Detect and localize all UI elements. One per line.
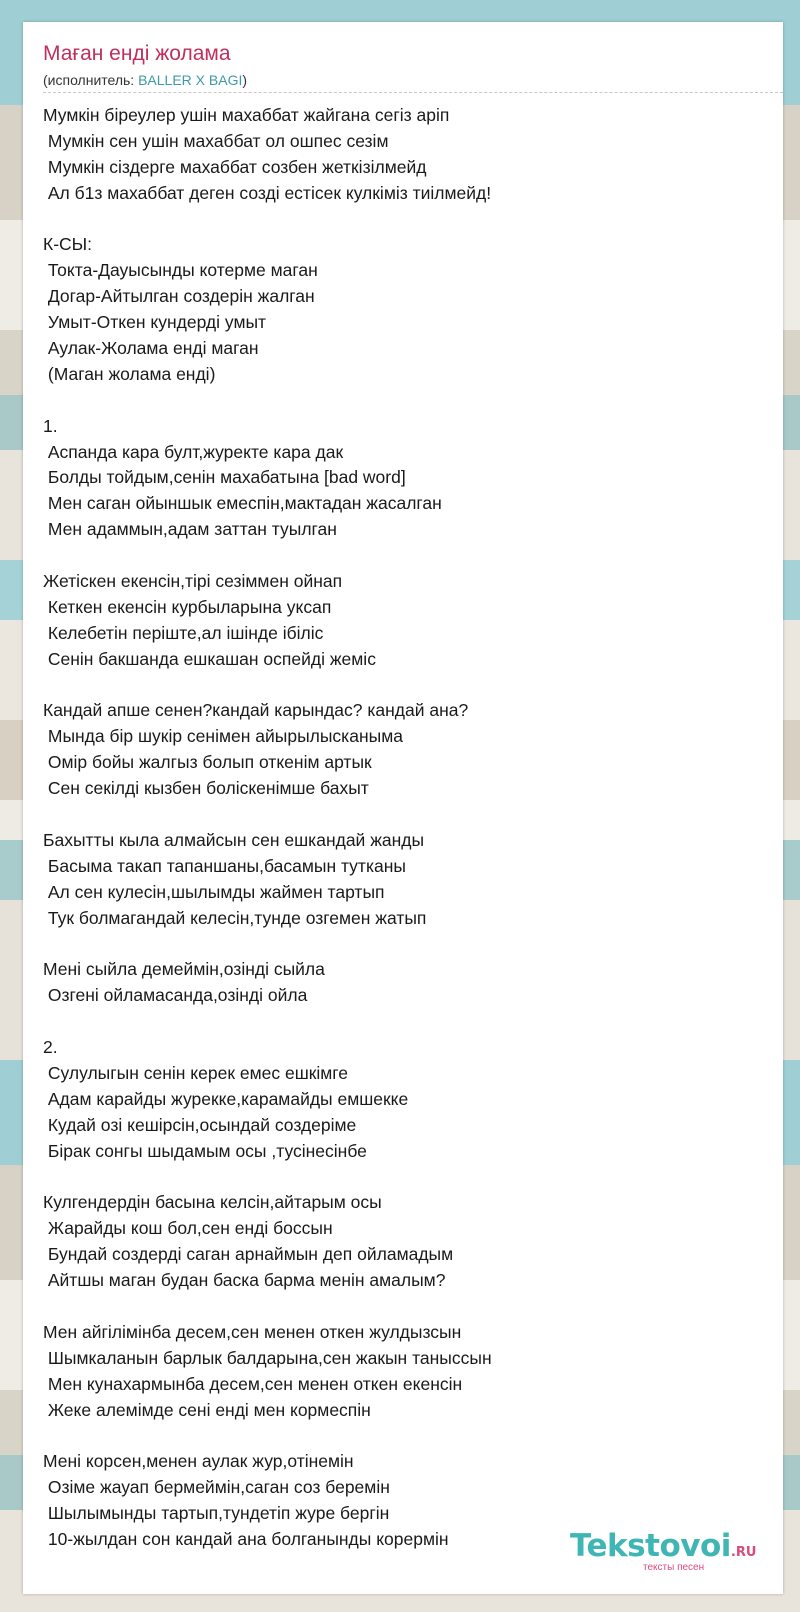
lyric-line	[43, 673, 763, 699]
lyric-line: (Маган жолама енді)	[43, 363, 216, 384]
lyric-line: Мені сыйла демеймін,озінді сыйла	[43, 959, 325, 980]
lyric-line: Келебетін періште,ал ішінде ібіліс	[43, 622, 324, 643]
lyric-line: Болды тойдым,сенін махабатына [bad word]	[43, 467, 406, 488]
lyric-line: Ал б1з махаббат деген созді естісек кулкіміз тиілмейд!	[43, 182, 492, 203]
lyric-line: Жарайды кош бол,сен енді боссын	[43, 1218, 333, 1239]
lyric-line: Ал сен кулесін,шылымды жаймен тартып	[43, 881, 385, 902]
lyric-line: Кудай озі кешірсін,осындай создеріме	[43, 1114, 357, 1135]
lyric-line: 10-жылдан сон кандай ана болганынды корермін	[43, 1528, 449, 1549]
title-divider	[43, 92, 783, 93]
lyric-line: Мені корсен,менен аулак жур,отінемін	[43, 1451, 354, 1472]
lyric-line: Адам карайды журекке,карамайды емшекке	[43, 1088, 409, 1109]
lyric-line	[43, 1009, 763, 1035]
lyric-line: Мен кунахармынба десем,сен менен откен екенсін	[43, 1373, 463, 1394]
watermark-tagline: тексты песен	[643, 1562, 705, 1573]
lyric-line: Озіме жауап бермеймін,саган соз беремін	[43, 1477, 390, 1498]
lyric-line	[43, 1294, 763, 1320]
lyric-line: Сенін бакшанда ешкашан оспейді жеміс	[43, 648, 376, 669]
lyric-line: Кеткен екенсін курбыларына уксап	[43, 596, 332, 617]
lyric-line: К-СЫ:	[43, 234, 93, 255]
lyric-line: Бахытты кыла алмайсын сен ешкандай жанды	[43, 829, 425, 850]
lyric-line: Омір бойы жалгыз болып откенім артык	[43, 752, 372, 773]
lyric-line: Умыт-Откен кундерді умыт	[43, 312, 267, 333]
lyric-line: Кандай апше сенен?кандай карындас? кандай ана?	[43, 700, 469, 721]
site-watermark	[570, 1528, 757, 1573]
song-title: Маған енді жолама	[43, 42, 231, 65]
artist-line	[43, 72, 247, 88]
watermark-brand: Tekstovoi	[570, 1528, 731, 1564]
lyric-line	[43, 932, 763, 958]
lyric-line: Озгені ойламасанда,озінді ойла	[43, 985, 308, 1006]
lyric-line: Мумкін сен ушін махаббат ол ошпес сезім	[43, 130, 389, 151]
artist-prefix: (исполнитель:	[43, 72, 139, 88]
artist-link[interactable]: BALLER X BAGI	[138, 72, 243, 88]
lyric-line: 1.	[43, 415, 58, 436]
watermark-tld: .RU	[730, 1545, 757, 1560]
lyric-line	[43, 1165, 763, 1191]
lyric-line	[43, 1423, 763, 1449]
lyric-line: Мен саган ойыншык емеспін,мактадан жасалган	[43, 493, 442, 514]
lyric-line: 2.	[43, 1037, 58, 1058]
lyrics-body	[43, 103, 763, 1553]
lyric-line	[43, 207, 763, 233]
lyric-line: Бундай создерді саган арнаймын деп ойламадым	[43, 1244, 454, 1265]
lyric-line: Жеке алемімде сені енді мен кормеспін	[43, 1399, 371, 1420]
lyric-line: Кулгендердін басына келсін,айтарым осы	[43, 1192, 382, 1213]
lyric-line: Мен адаммын,адам заттан туылган	[43, 519, 337, 540]
lyric-line: Аспанда кара булт,журекте кара дак	[43, 441, 344, 462]
lyric-line: Шымкаланын барлык балдарына,сен жакын таныссын	[43, 1347, 492, 1368]
lyric-line: Мумкін біреулер ушін махаббат жайгана сегіз аріп	[43, 105, 450, 125]
lyric-line: Тук болмагандай келесін,тунде озгемен жатып	[43, 907, 427, 928]
lyric-line: Айтшы маган будан баска барма менін амалым?	[43, 1270, 446, 1291]
lyric-line: Мумкін сіздерге махаббат созбен жеткізілмейд	[43, 156, 427, 177]
lyric-line: Догар-Айтылган создерін жалган	[43, 286, 315, 307]
lyric-line	[43, 802, 763, 828]
artist-suffix: )	[242, 72, 248, 88]
lyric-line	[43, 388, 763, 414]
lyrics-card	[23, 22, 783, 1594]
lyric-line: Шылымынды тартып,тундетіп журе бергін	[43, 1503, 390, 1524]
lyric-line: Басыма такап тапаншаны,басамын тутканы	[43, 855, 406, 876]
lyric-line: Аулак-Жолама енді маган	[43, 338, 259, 359]
lyric-line: Жетіскен екенсін,тірі сезіммен ойнап	[43, 571, 343, 592]
lyric-line: Токта-Дауысынды котерме маган	[43, 260, 318, 281]
lyric-line: Сулулыгын сенін керек емес ешкімге	[43, 1062, 349, 1083]
lyric-line	[43, 543, 763, 569]
lyric-line: Бірак сонгы шыдамым осы ,тусінесінбе	[43, 1140, 367, 1161]
lyric-line: Мен айгілімінба десем,сен менен откен жулдызсын	[43, 1321, 462, 1342]
lyric-line: Сен секілді кызбен болiскенімше бахыт	[43, 778, 369, 799]
lyric-line: Мында бір шукір сенімен айырылысканыма	[43, 726, 403, 747]
